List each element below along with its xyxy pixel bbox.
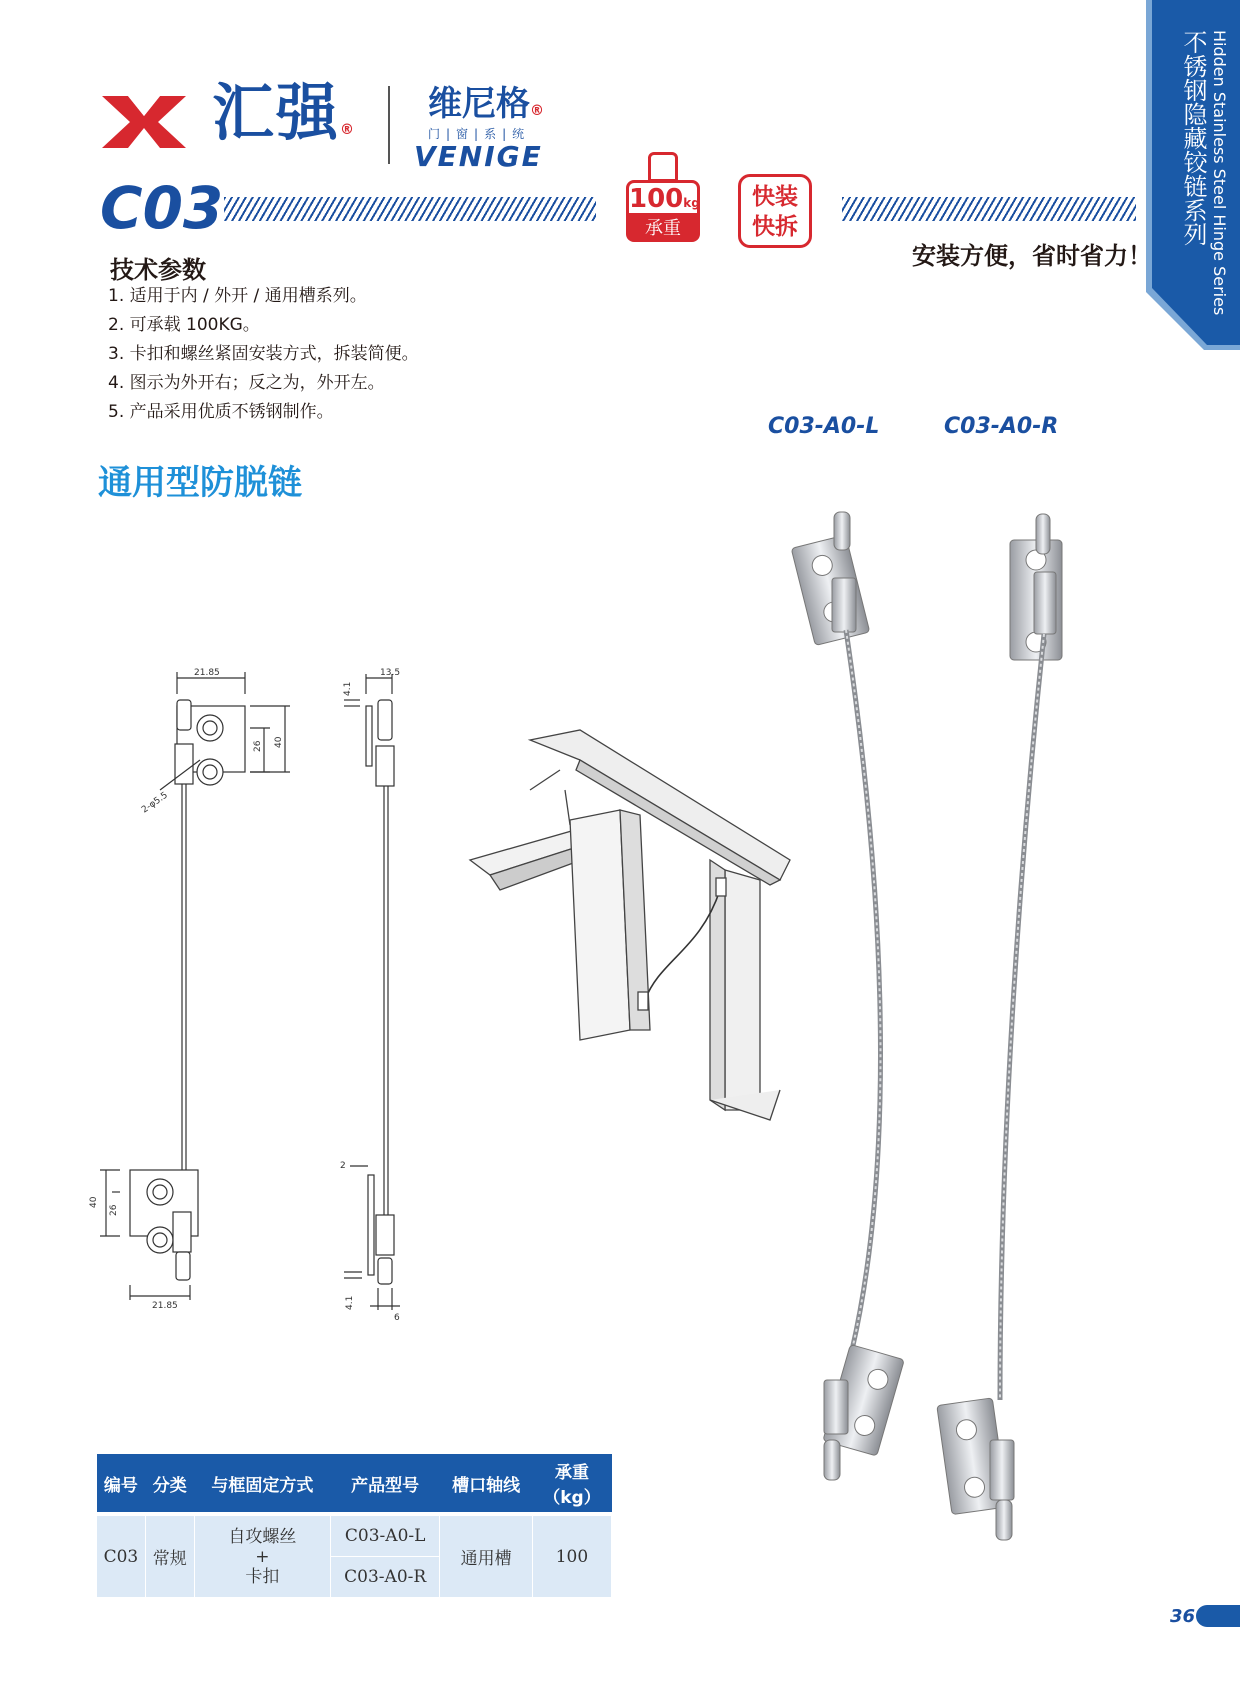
svg-text:4.1: 4.1 (345, 1295, 355, 1310)
stripe-bar-right (842, 197, 1136, 221)
table-header-row (97, 1454, 612, 1514)
table-header: 产品型号 (331, 1454, 440, 1514)
list-item: 5. 产品采用优质不锈钢制作。 (108, 402, 334, 422)
spec-table (96, 1454, 612, 1598)
cell-model-r: C03-A0-R (331, 1557, 440, 1598)
side-view-drawing (340, 660, 420, 1340)
cable-left-photo (790, 500, 940, 1570)
table-header: 分类 (145, 1454, 194, 1514)
table-row (97, 1514, 612, 1557)
svg-text:2-φ5.5: 2-φ5.5 (140, 790, 170, 816)
installation-illustration (470, 730, 800, 1130)
cell-model-l: C03-A0-L (331, 1514, 440, 1557)
svg-text:26: 26 (253, 740, 263, 752)
front-view-drawing (89, 660, 300, 1340)
page-number: 36 (1170, 1606, 1196, 1627)
cell-category: 常规 (145, 1514, 194, 1598)
param-list (108, 282, 419, 427)
variant-label-left: C03-A0-L (768, 414, 880, 439)
table-header: 承重 （kg） (532, 1454, 611, 1514)
svg-text:21.85: 21.85 (152, 1301, 178, 1311)
cell-code: C03 (97, 1514, 146, 1598)
sub-brand-tagline: 门|窗|系|统 (428, 127, 531, 141)
svg-text:40: 40 (274, 736, 284, 748)
cell-fix-method: 自攻螺丝 + 卡扣 (194, 1514, 330, 1598)
list-item: 4. 图示为外开右；反之为，外开左。 (108, 373, 385, 393)
table-header: 编号 (97, 1454, 146, 1514)
brand-logo (98, 90, 190, 154)
model-code: C03 (100, 174, 224, 242)
params-title: 技术参数 (110, 256, 206, 284)
cable-right-photo (940, 500, 1090, 1570)
page-tab (1196, 1605, 1240, 1627)
cell-groove: 通用槽 (440, 1514, 533, 1598)
side-tab-title (1180, 30, 1232, 315)
list-item: 2. 可承载 100KG。 (108, 315, 260, 335)
variant-label-right: C03-A0-R (944, 414, 1059, 439)
side-tab-title-cn: 不锈钢隐藏铰链系列 (1179, 30, 1207, 246)
sub-brand-en: VENIGE (414, 140, 543, 173)
weight-icon (648, 152, 678, 182)
brand-name: 汇强® (212, 76, 357, 149)
svg-text:6: 6 (394, 1313, 400, 1323)
load-badge: 100kg 承重 (626, 146, 700, 242)
table-header: 槽口轴线 (440, 1454, 533, 1514)
svg-text:2: 2 (340, 1161, 346, 1171)
cell-load: 100 (532, 1514, 611, 1598)
svg-text:26: 26 (109, 1204, 119, 1216)
product-title: 通用型防脱链 (98, 463, 302, 503)
table-header: 与框固定方式 (194, 1454, 330, 1514)
side-tab-title-en: Hidden Stainless Steel Hinge Series (1210, 30, 1229, 316)
svg-text:40: 40 (89, 1196, 99, 1208)
brand-divider (388, 86, 390, 164)
list-item: 3. 卡扣和螺丝紧固安装方式，拆装简便。 (108, 344, 419, 364)
sub-brand-cn: 维尼格® (428, 84, 544, 124)
quick-install-badge: 快装 快拆 (738, 174, 812, 248)
slogan: 安装方便，省时省力！ (912, 241, 1152, 270)
list-item: 1. 适用于内 / 外开 / 通用槽系列。 (108, 286, 367, 306)
svg-text:13.5: 13.5 (380, 668, 401, 678)
svg-text:21.85: 21.85 (194, 668, 220, 678)
svg-text:4.1: 4.1 (343, 681, 353, 696)
stripe-bar-left (224, 197, 596, 221)
